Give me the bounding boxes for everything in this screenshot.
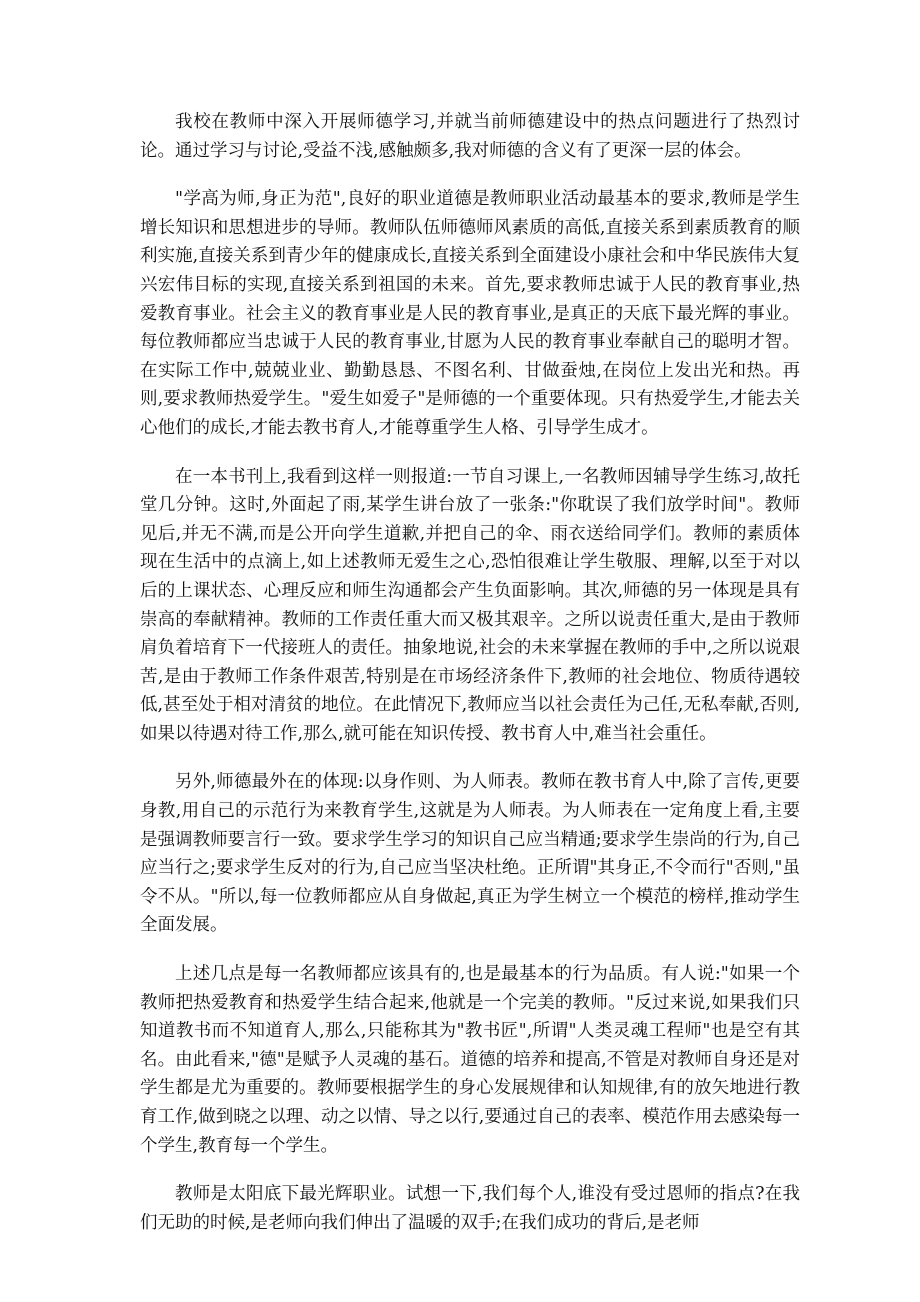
paragraph-2: "学高为师,身正为范",良好的职业道德是教师职业活动最基本的要求,教师是学生增长知识和思想进步的导师。教师队伍师德师风素质的高低,直接关系到素质教育的顺利实施,直接关系到青少年的健康成长,直接关系到全面建设小康社会和中华民族伟大复兴宏伟目标的实现,直接关系到祖国的未来。首先,要求教师忠诚于人民的教育事业,热爱教育事业。社会主义的教育事业是人民的教育事业,是真正的天底下最光辉的事业。每位教师都应当忠诚于人民的教育事业,甘愿为人民的教育事业奉献自己的聪明才智。在实际工作中,兢兢业业、勤勤恳恳、不图名利、甘做蚕烛,在岗位上发出光和热。再则,要求教师热爱学生。"爱生如爱子"是师德的一个重要体现。只有热爱学生,才能去关心他们的成长,才能去教书育人,才能尊重学生人格、引导学生成才。	[140, 189, 800, 438]
paragraph-6: 教师是太阳底下最光辉职业。试想一下,我们每个人,谁没有受过恩师的指点?在我们无助的时候,是老师向我们伸出了温暖的双手;在我们成功的背后,是老师	[140, 1184, 800, 1233]
document-body	[140, 108, 800, 1257]
paragraph-5: 上述几点是每一名教师都应该具有的,也是最基本的行为品质。有人说:"如果一个教师把热爱教育和热爱学生结合起来,他就是一个完美的教师。"反过来说,如果我们只知道教书而不知道育人,那么,只能称其为"教书匠",所谓"人类灵魂工程师"也是空有其名。由此看来,"德"是赋予人灵魂的基石。道德的培养和提高,不管是对教师自身还是对学生都是尤为重要的。教师要根据学生的身心发展规律和认知规律,有的放矢地进行教育工作,做到晓之以理、动之以情、导之以行,要通过自己的表率、模范作用去感染每一个学生,教育每一个学生。	[140, 964, 800, 1156]
paragraph-3: 在一本书刊上,我看到这样一则报道:一节自习课上,一名教师因辅导学生练习,故托堂几分钟。这时,外面起了雨,某学生讲台放了一张条:"你耽误了我们放学时间"。教师见后,并无不满,而是公开向学生道歉,并把自己的伞、雨衣送给同学们。教师的素质体现在生活中的点滴上,如上述教师无爱生之心,恐怕很难让学生敬服、理解,以至于对以后的上课状态、心理反应和师生沟通都会产生负面影响。其次,师德的另一体现是具有崇高的奉献精神。教师的工作责任重大而又极其艰辛。之所以说责任重大,是由于教师肩负着培育下一代接班人的责任。抽象地说,社会的未来掌握在教师的手中,之所以说艰苦,是由于教师工作条件艰苦,特别是在市场经济条件下,教师的社会地位、物质待遇较低,甚至处于相对清贫的地位。在此情况下,教师应当以社会责任为己任,无私奉献,否则,如果以待遇对待工作,那么,就可能在知识传授、教书育人中,难当社会重任。	[140, 466, 800, 744]
paragraph-1: 我校在教师中深入开展师德学习,并就当前师德建设中的热点问题进行了热烈讨论。通过学习与讨论,受益不浅,感触颇多,我对师德的含义有了更深一层的体会。	[140, 112, 800, 161]
paragraph-4: 另外,师德最外在的体现:以身作则、为人师表。教师在教书育人中,除了言传,更要身教,用自己的示范行为来教育学生,这就是为人师表。为人师表在一定角度上看,主要是强调教师要言行一致。要求学生学习的知识自己应当精通;要求学生崇尚的行为,自己应当行之;要求学生反对的行为,自己应当坚决杜绝。正所谓"其身正,不令而行"否则,"虽令不从。"所以,每一位教师都应从自身做起,真正为学生树立一个模范的榜样,推动学生全面发展。	[140, 772, 800, 936]
